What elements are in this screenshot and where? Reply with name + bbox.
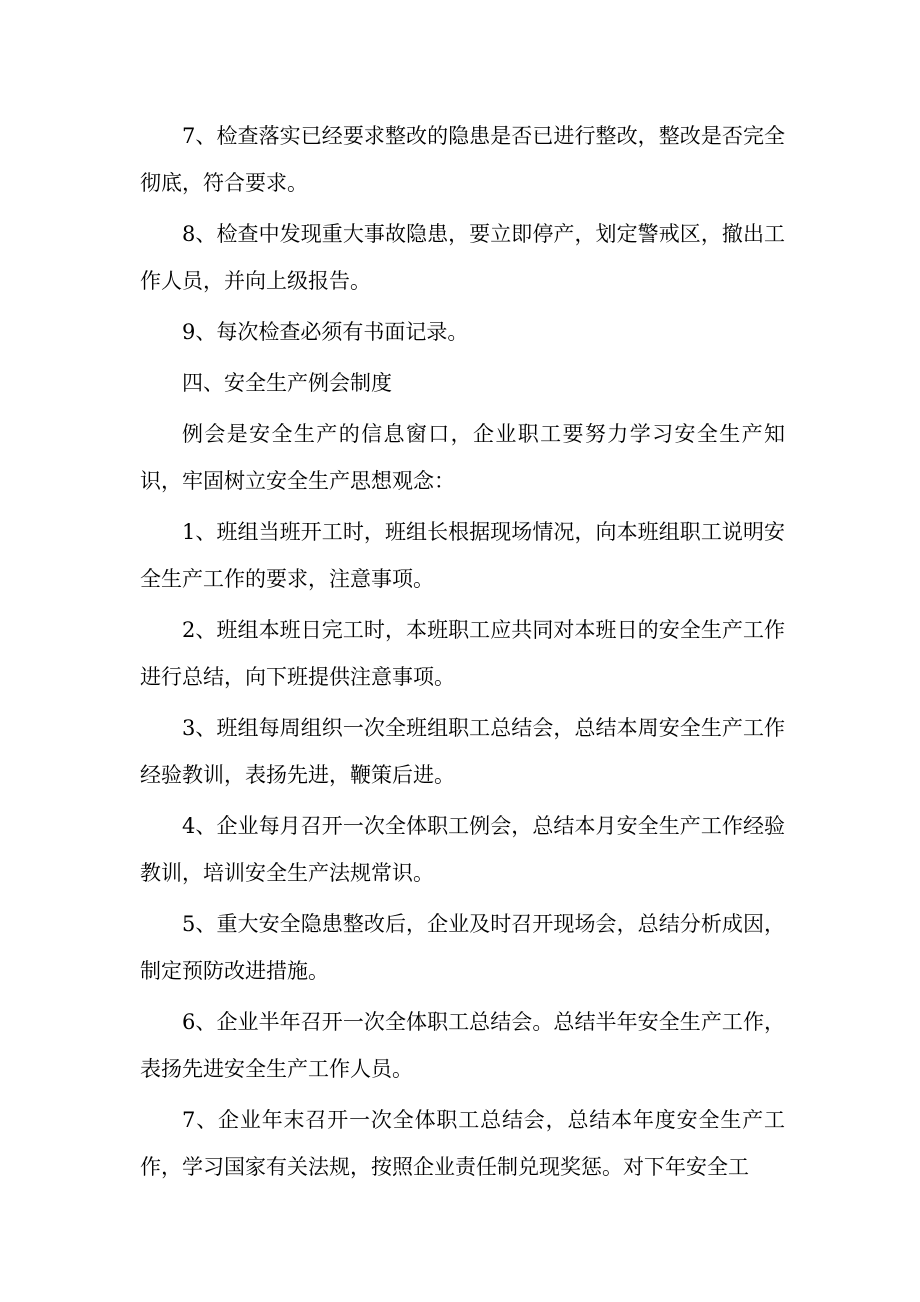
paragraph-monthly-meeting: 4、企业每月召开一次全体职工例会，总结本月安全生产工作经验教训，培训安全生产法规常识。 xyxy=(140,814,785,885)
paragraph-half-year-meeting: 6、企业半年召开一次全体职工总结会。总结半年安全生产工作，表扬先进安全生产工作人员。 xyxy=(140,1010,785,1081)
paragraph-major-hazard: 8、检查中发现重大事故隐患，要立即停产，划定警戒区，撤出工作人员，并向上级报告。 xyxy=(140,222,785,293)
paragraph-written-record: 9、每次检查必须有书面记录。 xyxy=(182,320,469,344)
paragraph-year-end-meeting: 7、企业年末召开一次全体职工总结会，总结本年度安全生产工作，学习国家有关法规，按照企业责任制兑现奖惩。对下年安全工 xyxy=(140,1108,785,1179)
section-heading-meeting-system: 四、安全生产例会制度 xyxy=(182,371,392,395)
paragraph-shift-start: 1、班组当班开工时，班组长根据现场情况，向本班组职工说明安全生产工作的要求，注意事项。 xyxy=(140,520,785,591)
paragraph-meeting-intro: 例会是安全生产的信息窗口，企业职工要努力学习安全生产知识，牢固树立安全生产思想观念： xyxy=(140,422,785,493)
paragraph-shift-end: 2、班组本班日完工时，本班职工应共同对本班日的安全生产工作进行总结，向下班提供注意事项。 xyxy=(140,618,785,689)
paragraph-check-rectification: 7、检查落实已经要求整改的隐患是否已进行整改，整改是否完全彻底，符合要求。 xyxy=(140,124,785,195)
document-body xyxy=(140,113,785,1195)
paragraph-site-meeting: 5、重大安全隐患整改后，企业及时召开现场会，总结分析成因， 制定预防改进措施。 xyxy=(140,912,785,983)
paragraph-weekly-meeting: 3、班组每周组织一次全班组职工总结会，总结本周安全生产工作经验教训，表扬先进，鞭策后进。 xyxy=(140,716,785,787)
